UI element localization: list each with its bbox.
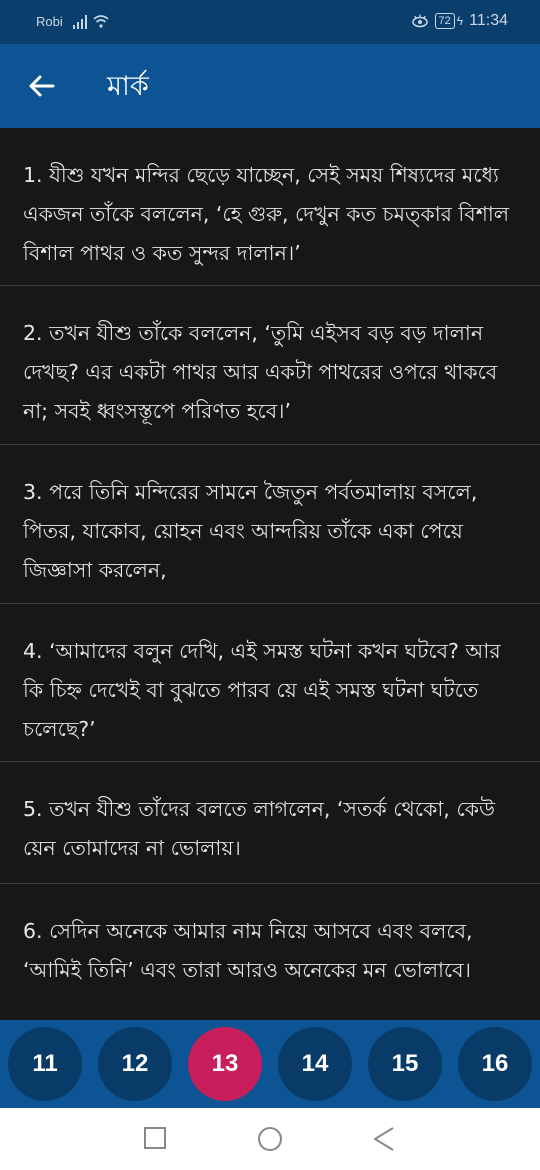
chapter-button-16[interactable]: 16 xyxy=(458,1027,532,1101)
signal-icon xyxy=(73,15,87,29)
charging-icon: ϟ xyxy=(456,14,464,28)
system-nav-bar xyxy=(0,1108,540,1170)
verse-item: 5. তখন যীশু তাঁদের বলতে লাগলেন, ‘সতর্ক থেকো, কেউ য়েন তোমাদের না ভোলায়। xyxy=(0,762,540,884)
chapter-button-11[interactable]: 11 xyxy=(8,1027,82,1101)
verse-item: 1. যীশু যখন মন্দির ছেড়ে যাচ্ছেন, সেই সময় শিষ্যদের মধ্যে একজন তাঁকে বললেন, ‘হে গুরু, দেখুন কত চমত্কার বিশাল বিশাল পাথর ও কত সুন্দর দালান।’ xyxy=(0,128,540,286)
clock: 11:34 xyxy=(469,12,508,29)
verse-item: 3. পরে তিনি মন্দিরের সামনে জৈতুন পর্বতমালায় বসলে, পিতর, যাকোব, য়োহন এবং আন্দরিয় তাঁকে একা পেয়ে জিজ্ঞাসা করলেন, xyxy=(0,445,540,604)
chapter-button-12[interactable]: 12 xyxy=(98,1027,172,1101)
verse-item: 4. ‘আমাদের বলুন দেখি, এই সমস্ত ঘটনা কখন ঘটবে? আর কি চিহ্ন দেখেই বা বুঝতে পারব য়ে এই সমস্ত ঘটনা ঘটতে চলেছে?’ xyxy=(0,604,540,762)
carrier-label: Robi xyxy=(36,14,63,29)
battery-icon: 72 xyxy=(435,13,455,29)
verse-list[interactable] xyxy=(0,128,540,1020)
app-bar xyxy=(0,44,540,128)
back-triangle-icon[interactable] xyxy=(372,1126,396,1152)
verse-item: 6. সেদিন অনেকে আমার নাম নিয়ে আসবে এবং বলবে, ‘আমিই তিনি’ এবং তারা আরও অনেকের মন ভোলাবে। xyxy=(23,919,473,982)
chapter-button-13-active[interactable]: 13 xyxy=(188,1027,262,1101)
status-bar xyxy=(0,0,540,44)
recents-square-icon[interactable] xyxy=(143,1126,167,1150)
verse-item: 2. তখন যীশু তাঁকে বললেন, ‘তুমি এইসব বড় বড় দালান দেখছ? এর একটা পাথর আর একটা পাথরের ওপরে থাকবে না; সবই ধ্বংসস্তূপে পরিণত হবে।’ xyxy=(0,286,540,445)
status-right xyxy=(411,12,508,30)
back-arrow-icon[interactable] xyxy=(26,70,58,102)
home-circle-icon[interactable] xyxy=(257,1126,283,1152)
chapter-button-15[interactable]: 15 xyxy=(368,1027,442,1101)
wifi-icon xyxy=(93,15,109,28)
chapter-pager xyxy=(0,1020,540,1108)
eye-comfort-icon xyxy=(411,14,429,28)
page-title: মার্ক xyxy=(107,71,149,102)
status-left xyxy=(36,14,109,29)
chapter-button-14[interactable]: 14 xyxy=(278,1027,352,1101)
